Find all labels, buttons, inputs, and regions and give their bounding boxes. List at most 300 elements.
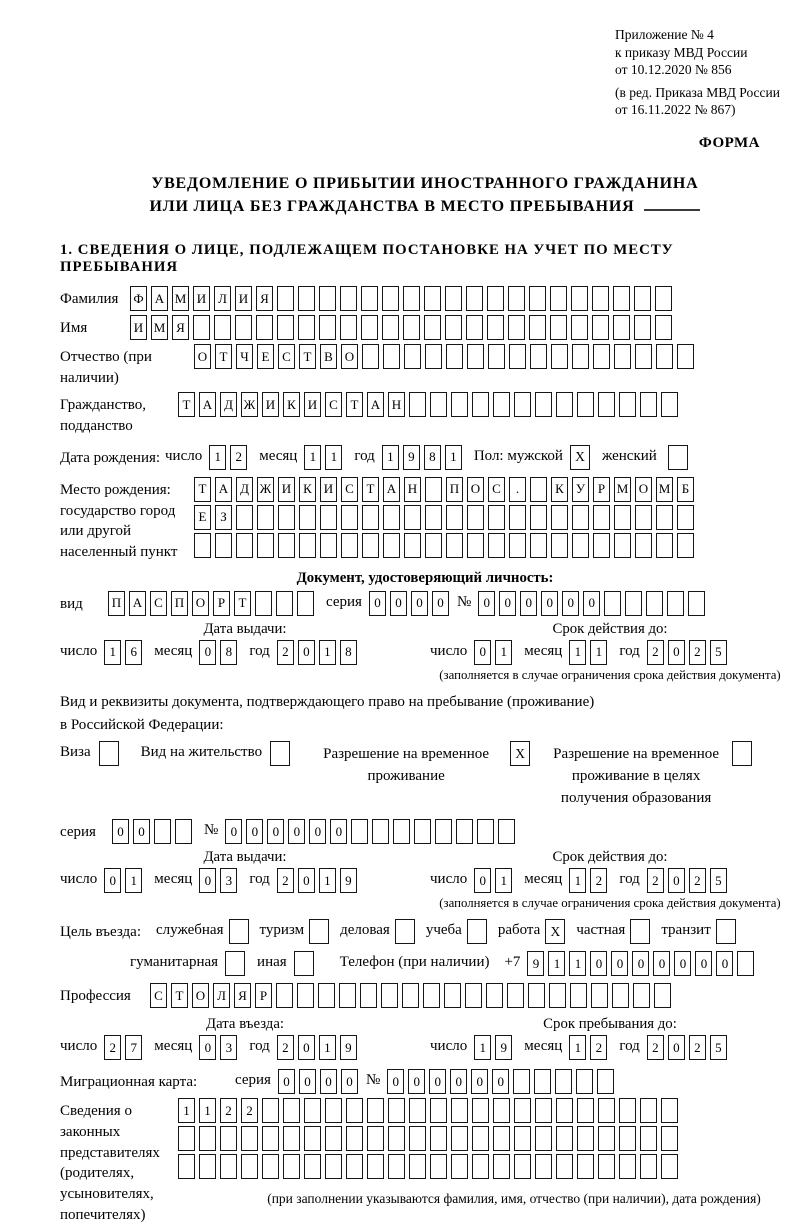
form-cell[interactable] bbox=[340, 315, 357, 340]
form-cell[interactable] bbox=[661, 1126, 678, 1151]
form-cell[interactable]: 0 bbox=[492, 1069, 509, 1094]
form-cell[interactable]: С bbox=[278, 344, 295, 369]
form-cell[interactable] bbox=[549, 983, 566, 1008]
form-cell[interactable] bbox=[534, 1069, 551, 1094]
form-cell[interactable] bbox=[297, 983, 314, 1008]
form-cell[interactable] bbox=[425, 477, 442, 502]
form-cell[interactable] bbox=[486, 983, 503, 1008]
form-cell[interactable] bbox=[614, 505, 631, 530]
form-cell[interactable]: 0 bbox=[298, 868, 315, 893]
form-cell[interactable]: 1 bbox=[569, 951, 586, 976]
form-cell[interactable] bbox=[241, 1154, 258, 1179]
visa-checkbox[interactable] bbox=[99, 741, 119, 766]
form-cell[interactable]: 0 bbox=[225, 819, 242, 844]
form-cell[interactable]: 1 bbox=[382, 445, 399, 470]
form-cell[interactable]: 9 bbox=[340, 868, 357, 893]
form-cell[interactable] bbox=[572, 533, 589, 558]
form-cell[interactable] bbox=[214, 315, 231, 340]
form-cell[interactable] bbox=[625, 591, 642, 616]
form-cell[interactable]: 2 bbox=[241, 1098, 258, 1123]
form-cell[interactable] bbox=[277, 286, 294, 311]
form-cell[interactable] bbox=[466, 315, 483, 340]
form-cell[interactable]: 9 bbox=[527, 951, 544, 976]
form-cell[interactable]: 1 bbox=[325, 445, 342, 470]
form-cell[interactable] bbox=[570, 983, 587, 1008]
form-cell[interactable] bbox=[656, 533, 673, 558]
form-cell[interactable] bbox=[634, 315, 651, 340]
sex-male-checkbox[interactable]: X bbox=[570, 445, 590, 470]
form-cell[interactable]: 0 bbox=[562, 591, 579, 616]
form-cell[interactable] bbox=[619, 1098, 636, 1123]
form-cell[interactable]: 0 bbox=[387, 1069, 404, 1094]
form-cell[interactable]: 0 bbox=[246, 819, 263, 844]
form-cell[interactable] bbox=[535, 1126, 552, 1151]
form-cell[interactable]: Р bbox=[255, 983, 272, 1008]
form-cell[interactable] bbox=[466, 286, 483, 311]
form-cell[interactable]: А bbox=[151, 286, 168, 311]
form-cell[interactable]: О bbox=[467, 477, 484, 502]
form-cell[interactable] bbox=[372, 819, 389, 844]
form-cell[interactable] bbox=[435, 819, 452, 844]
form-cell[interactable] bbox=[383, 344, 400, 369]
form-cell[interactable]: Ч bbox=[236, 344, 253, 369]
form-cell[interactable]: К bbox=[283, 392, 300, 417]
form-cell[interactable] bbox=[297, 591, 314, 616]
form-cell[interactable] bbox=[304, 1126, 321, 1151]
form-cell[interactable]: 0 bbox=[653, 951, 670, 976]
form-cell[interactable] bbox=[509, 505, 526, 530]
form-cell[interactable] bbox=[530, 344, 547, 369]
form-cell[interactable] bbox=[661, 1098, 678, 1123]
form-cell[interactable] bbox=[298, 286, 315, 311]
form-cell[interactable] bbox=[572, 505, 589, 530]
form-cell[interactable] bbox=[445, 286, 462, 311]
form-cell[interactable]: С bbox=[341, 477, 358, 502]
form-cell[interactable] bbox=[154, 819, 171, 844]
form-cell[interactable]: 5 bbox=[710, 1035, 727, 1060]
form-cell[interactable] bbox=[488, 344, 505, 369]
form-cell[interactable]: 1 bbox=[104, 640, 121, 665]
form-cell[interactable] bbox=[283, 1098, 300, 1123]
form-cell[interactable]: 0 bbox=[674, 951, 691, 976]
form-cell[interactable] bbox=[382, 286, 399, 311]
form-cell[interactable]: И bbox=[130, 315, 147, 340]
form-cell[interactable] bbox=[319, 286, 336, 311]
form-cell[interactable]: М bbox=[614, 477, 631, 502]
form-cell[interactable] bbox=[508, 286, 525, 311]
form-cell[interactable] bbox=[535, 1154, 552, 1179]
purpose-official-checkbox[interactable] bbox=[229, 919, 249, 944]
form-cell[interactable]: Т bbox=[194, 477, 211, 502]
form-cell[interactable] bbox=[465, 983, 482, 1008]
form-cell[interactable] bbox=[424, 315, 441, 340]
form-cell[interactable] bbox=[445, 315, 462, 340]
form-cell[interactable]: 1 bbox=[319, 1035, 336, 1060]
form-cell[interactable]: Т bbox=[362, 477, 379, 502]
form-cell[interactable]: 0 bbox=[478, 591, 495, 616]
form-cell[interactable] bbox=[688, 591, 705, 616]
form-cell[interactable] bbox=[597, 1069, 614, 1094]
form-cell[interactable] bbox=[551, 344, 568, 369]
form-cell[interactable]: 2 bbox=[220, 1098, 237, 1123]
form-cell[interactable] bbox=[423, 983, 440, 1008]
form-cell[interactable] bbox=[346, 1126, 363, 1151]
form-cell[interactable] bbox=[424, 286, 441, 311]
form-cell[interactable] bbox=[393, 819, 410, 844]
form-cell[interactable] bbox=[677, 344, 694, 369]
form-cell[interactable] bbox=[278, 533, 295, 558]
form-cell[interactable]: 5 bbox=[710, 640, 727, 665]
form-cell[interactable] bbox=[444, 983, 461, 1008]
form-cell[interactable] bbox=[655, 286, 672, 311]
form-cell[interactable]: 0 bbox=[668, 640, 685, 665]
form-cell[interactable] bbox=[425, 344, 442, 369]
form-cell[interactable] bbox=[381, 983, 398, 1008]
form-cell[interactable] bbox=[304, 1154, 321, 1179]
form-cell[interactable] bbox=[535, 1098, 552, 1123]
form-cell[interactable]: 0 bbox=[668, 868, 685, 893]
form-cell[interactable] bbox=[404, 505, 421, 530]
form-cell[interactable] bbox=[514, 392, 531, 417]
form-cell[interactable] bbox=[283, 1154, 300, 1179]
form-cell[interactable] bbox=[319, 315, 336, 340]
form-cell[interactable]: 0 bbox=[199, 868, 216, 893]
form-cell[interactable] bbox=[430, 1126, 447, 1151]
form-cell[interactable] bbox=[592, 315, 609, 340]
form-cell[interactable] bbox=[367, 1098, 384, 1123]
form-cell[interactable] bbox=[598, 1126, 615, 1151]
form-cell[interactable] bbox=[614, 344, 631, 369]
form-cell[interactable] bbox=[236, 533, 253, 558]
form-cell[interactable] bbox=[737, 951, 754, 976]
form-cell[interactable] bbox=[598, 392, 615, 417]
purpose-work-checkbox[interactable]: X bbox=[545, 919, 565, 944]
form-cell[interactable]: 2 bbox=[590, 1035, 607, 1060]
form-cell[interactable] bbox=[262, 1154, 279, 1179]
form-cell[interactable]: 0 bbox=[278, 1069, 295, 1094]
form-cell[interactable] bbox=[640, 1126, 657, 1151]
form-cell[interactable] bbox=[325, 1126, 342, 1151]
form-cell[interactable]: Ф bbox=[130, 286, 147, 311]
form-cell[interactable]: В bbox=[320, 344, 337, 369]
form-cell[interactable] bbox=[661, 1154, 678, 1179]
form-cell[interactable] bbox=[513, 1069, 530, 1094]
form-cell[interactable]: П bbox=[108, 591, 125, 616]
form-cell[interactable]: 0 bbox=[408, 1069, 425, 1094]
temporary-permit-checkbox[interactable]: X bbox=[510, 741, 530, 766]
form-cell[interactable]: С bbox=[325, 392, 342, 417]
form-cell[interactable] bbox=[362, 533, 379, 558]
form-cell[interactable] bbox=[576, 1069, 593, 1094]
form-cell[interactable]: О bbox=[192, 983, 209, 1008]
form-cell[interactable]: С bbox=[488, 477, 505, 502]
form-cell[interactable]: 2 bbox=[277, 1035, 294, 1060]
form-cell[interactable]: 1 bbox=[209, 445, 226, 470]
form-cell[interactable]: Я bbox=[172, 315, 189, 340]
form-cell[interactable]: Т bbox=[299, 344, 316, 369]
form-cell[interactable]: 8 bbox=[424, 445, 441, 470]
form-cell[interactable] bbox=[472, 1098, 489, 1123]
form-cell[interactable] bbox=[388, 1154, 405, 1179]
form-cell[interactable] bbox=[640, 1098, 657, 1123]
form-cell[interactable]: Р bbox=[593, 477, 610, 502]
form-cell[interactable]: И bbox=[235, 286, 252, 311]
form-cell[interactable]: 5 bbox=[710, 868, 727, 893]
form-cell[interactable]: С bbox=[150, 591, 167, 616]
form-cell[interactable]: 2 bbox=[647, 640, 664, 665]
form-cell[interactable] bbox=[514, 1154, 531, 1179]
form-cell[interactable]: О bbox=[635, 477, 652, 502]
form-cell[interactable]: А bbox=[367, 392, 384, 417]
form-cell[interactable]: О bbox=[192, 591, 209, 616]
form-cell[interactable] bbox=[404, 344, 421, 369]
form-cell[interactable] bbox=[257, 505, 274, 530]
form-cell[interactable] bbox=[451, 1126, 468, 1151]
form-cell[interactable] bbox=[571, 315, 588, 340]
form-cell[interactable]: 0 bbox=[288, 819, 305, 844]
form-cell[interactable]: П bbox=[171, 591, 188, 616]
form-cell[interactable] bbox=[430, 1098, 447, 1123]
form-cell[interactable]: 1 bbox=[304, 445, 321, 470]
form-cell[interactable]: Д bbox=[220, 392, 237, 417]
form-cell[interactable] bbox=[661, 392, 678, 417]
form-cell[interactable] bbox=[360, 983, 377, 1008]
form-cell[interactable]: 2 bbox=[689, 1035, 706, 1060]
form-cell[interactable]: Л bbox=[213, 983, 230, 1008]
form-cell[interactable] bbox=[414, 819, 431, 844]
form-cell[interactable]: 1 bbox=[125, 868, 142, 893]
form-cell[interactable]: 0 bbox=[104, 868, 121, 893]
form-cell[interactable] bbox=[262, 1126, 279, 1151]
form-cell[interactable]: Л bbox=[214, 286, 231, 311]
purpose-study-checkbox[interactable] bbox=[467, 919, 487, 944]
purpose-transit-checkbox[interactable] bbox=[716, 919, 736, 944]
form-cell[interactable]: 2 bbox=[647, 868, 664, 893]
form-cell[interactable]: Я bbox=[234, 983, 251, 1008]
form-cell[interactable] bbox=[446, 505, 463, 530]
form-cell[interactable]: 0 bbox=[695, 951, 712, 976]
form-cell[interactable]: А bbox=[199, 392, 216, 417]
form-cell[interactable] bbox=[361, 315, 378, 340]
form-cell[interactable]: 2 bbox=[277, 868, 294, 893]
form-cell[interactable] bbox=[535, 392, 552, 417]
form-cell[interactable]: . bbox=[509, 477, 526, 502]
form-cell[interactable] bbox=[199, 1154, 216, 1179]
form-cell[interactable] bbox=[277, 315, 294, 340]
form-cell[interactable] bbox=[530, 477, 547, 502]
form-cell[interactable] bbox=[677, 533, 694, 558]
form-cell[interactable] bbox=[635, 533, 652, 558]
form-cell[interactable]: И bbox=[278, 477, 295, 502]
form-cell[interactable] bbox=[388, 1126, 405, 1151]
form-cell[interactable]: М bbox=[151, 315, 168, 340]
purpose-other-checkbox[interactable] bbox=[294, 951, 314, 976]
form-cell[interactable] bbox=[299, 505, 316, 530]
form-cell[interactable] bbox=[619, 1154, 636, 1179]
form-cell[interactable] bbox=[262, 1098, 279, 1123]
form-cell[interactable] bbox=[556, 392, 573, 417]
form-cell[interactable]: Т bbox=[171, 983, 188, 1008]
form-cell[interactable] bbox=[493, 1126, 510, 1151]
form-cell[interactable] bbox=[467, 344, 484, 369]
form-cell[interactable] bbox=[619, 392, 636, 417]
form-cell[interactable]: 0 bbox=[520, 591, 537, 616]
form-cell[interactable] bbox=[488, 505, 505, 530]
form-cell[interactable]: 1 bbox=[178, 1098, 195, 1123]
form-cell[interactable] bbox=[193, 315, 210, 340]
form-cell[interactable]: К bbox=[299, 477, 316, 502]
form-cell[interactable] bbox=[446, 344, 463, 369]
form-cell[interactable]: Т bbox=[215, 344, 232, 369]
form-cell[interactable]: 0 bbox=[299, 1069, 316, 1094]
form-cell[interactable] bbox=[383, 505, 400, 530]
form-cell[interactable] bbox=[235, 315, 252, 340]
form-cell[interactable] bbox=[591, 983, 608, 1008]
form-cell[interactable]: 0 bbox=[369, 591, 386, 616]
form-cell[interactable] bbox=[236, 505, 253, 530]
form-cell[interactable]: И bbox=[320, 477, 337, 502]
form-cell[interactable]: 0 bbox=[267, 819, 284, 844]
form-cell[interactable] bbox=[320, 533, 337, 558]
form-cell[interactable]: 0 bbox=[590, 951, 607, 976]
form-cell[interactable]: И bbox=[262, 392, 279, 417]
form-cell[interactable] bbox=[654, 983, 671, 1008]
form-cell[interactable] bbox=[402, 983, 419, 1008]
form-cell[interactable]: 2 bbox=[689, 640, 706, 665]
form-cell[interactable] bbox=[529, 286, 546, 311]
form-cell[interactable]: 0 bbox=[309, 819, 326, 844]
form-cell[interactable] bbox=[509, 533, 526, 558]
form-cell[interactable] bbox=[530, 505, 547, 530]
form-cell[interactable] bbox=[325, 1154, 342, 1179]
form-cell[interactable] bbox=[409, 1098, 426, 1123]
form-cell[interactable]: 1 bbox=[199, 1098, 216, 1123]
form-cell[interactable]: 0 bbox=[411, 591, 428, 616]
form-cell[interactable] bbox=[477, 819, 494, 844]
form-cell[interactable] bbox=[508, 315, 525, 340]
form-cell[interactable] bbox=[551, 505, 568, 530]
form-cell[interactable] bbox=[633, 983, 650, 1008]
form-cell[interactable] bbox=[194, 533, 211, 558]
purpose-humanitarian-checkbox[interactable] bbox=[225, 951, 245, 976]
form-cell[interactable]: Я bbox=[256, 286, 273, 311]
form-cell[interactable] bbox=[619, 1126, 636, 1151]
form-cell[interactable] bbox=[403, 315, 420, 340]
form-cell[interactable] bbox=[550, 315, 567, 340]
form-cell[interactable]: 0 bbox=[429, 1069, 446, 1094]
form-cell[interactable]: М bbox=[172, 286, 189, 311]
form-cell[interactable] bbox=[430, 1154, 447, 1179]
form-cell[interactable] bbox=[634, 286, 651, 311]
form-cell[interactable]: Т bbox=[234, 591, 251, 616]
form-cell[interactable] bbox=[351, 819, 368, 844]
form-cell[interactable] bbox=[430, 392, 447, 417]
form-cell[interactable]: И bbox=[304, 392, 321, 417]
form-cell[interactable]: 3 bbox=[220, 1035, 237, 1060]
form-cell[interactable] bbox=[577, 1126, 594, 1151]
form-cell[interactable] bbox=[451, 1154, 468, 1179]
form-cell[interactable] bbox=[367, 1154, 384, 1179]
residence-permit-checkbox[interactable] bbox=[270, 741, 290, 766]
purpose-private-checkbox[interactable] bbox=[630, 919, 650, 944]
form-cell[interactable]: 0 bbox=[390, 591, 407, 616]
form-cell[interactable] bbox=[325, 1098, 342, 1123]
form-cell[interactable] bbox=[509, 344, 526, 369]
form-cell[interactable] bbox=[341, 533, 358, 558]
form-cell[interactable] bbox=[425, 505, 442, 530]
form-cell[interactable]: Б bbox=[677, 477, 694, 502]
form-cell[interactable] bbox=[409, 1154, 426, 1179]
form-cell[interactable]: Н bbox=[388, 392, 405, 417]
form-cell[interactable] bbox=[467, 533, 484, 558]
form-cell[interactable] bbox=[361, 286, 378, 311]
form-cell[interactable] bbox=[178, 1154, 195, 1179]
form-cell[interactable] bbox=[514, 1098, 531, 1123]
form-cell[interactable]: 1 bbox=[569, 868, 586, 893]
form-cell[interactable] bbox=[640, 392, 657, 417]
form-cell[interactable] bbox=[493, 392, 510, 417]
form-cell[interactable]: 0 bbox=[133, 819, 150, 844]
form-cell[interactable]: 0 bbox=[583, 591, 600, 616]
form-cell[interactable] bbox=[493, 1154, 510, 1179]
purpose-tourism-checkbox[interactable] bbox=[309, 919, 329, 944]
form-cell[interactable]: К bbox=[551, 477, 568, 502]
form-cell[interactable] bbox=[498, 819, 515, 844]
form-cell[interactable]: Д bbox=[236, 477, 253, 502]
form-cell[interactable] bbox=[577, 1098, 594, 1123]
form-cell[interactable] bbox=[175, 819, 192, 844]
form-cell[interactable] bbox=[178, 1126, 195, 1151]
form-cell[interactable]: Е bbox=[194, 505, 211, 530]
form-cell[interactable]: Е bbox=[257, 344, 274, 369]
form-cell[interactable] bbox=[367, 1126, 384, 1151]
form-cell[interactable]: П bbox=[446, 477, 463, 502]
form-cell[interactable] bbox=[346, 1154, 363, 1179]
form-cell[interactable]: 2 bbox=[104, 1035, 121, 1060]
form-cell[interactable] bbox=[472, 392, 489, 417]
form-cell[interactable]: 1 bbox=[569, 1035, 586, 1060]
form-cell[interactable] bbox=[346, 1098, 363, 1123]
form-cell[interactable]: М bbox=[656, 477, 673, 502]
form-cell[interactable] bbox=[276, 983, 293, 1008]
form-cell[interactable] bbox=[487, 315, 504, 340]
form-cell[interactable] bbox=[241, 1126, 258, 1151]
form-cell[interactable]: 0 bbox=[330, 819, 347, 844]
purpose-business-checkbox[interactable] bbox=[395, 919, 415, 944]
form-cell[interactable] bbox=[677, 505, 694, 530]
form-cell[interactable] bbox=[550, 286, 567, 311]
form-cell[interactable] bbox=[467, 505, 484, 530]
form-cell[interactable] bbox=[451, 392, 468, 417]
form-cell[interactable]: 1 bbox=[569, 640, 586, 665]
form-cell[interactable]: 0 bbox=[541, 591, 558, 616]
form-cell[interactable]: 0 bbox=[320, 1069, 337, 1094]
form-cell[interactable] bbox=[593, 344, 610, 369]
form-cell[interactable] bbox=[667, 591, 684, 616]
form-cell[interactable] bbox=[577, 1154, 594, 1179]
form-cell[interactable]: 9 bbox=[340, 1035, 357, 1060]
form-cell[interactable] bbox=[528, 983, 545, 1008]
form-cell[interactable]: 2 bbox=[689, 868, 706, 893]
form-cell[interactable] bbox=[404, 533, 421, 558]
form-cell[interactable] bbox=[382, 315, 399, 340]
form-cell[interactable]: 1 bbox=[319, 640, 336, 665]
form-cell[interactable] bbox=[655, 315, 672, 340]
form-cell[interactable]: 0 bbox=[611, 951, 628, 976]
form-cell[interactable]: 0 bbox=[298, 1035, 315, 1060]
form-cell[interactable] bbox=[613, 286, 630, 311]
form-cell[interactable]: Ж bbox=[257, 477, 274, 502]
